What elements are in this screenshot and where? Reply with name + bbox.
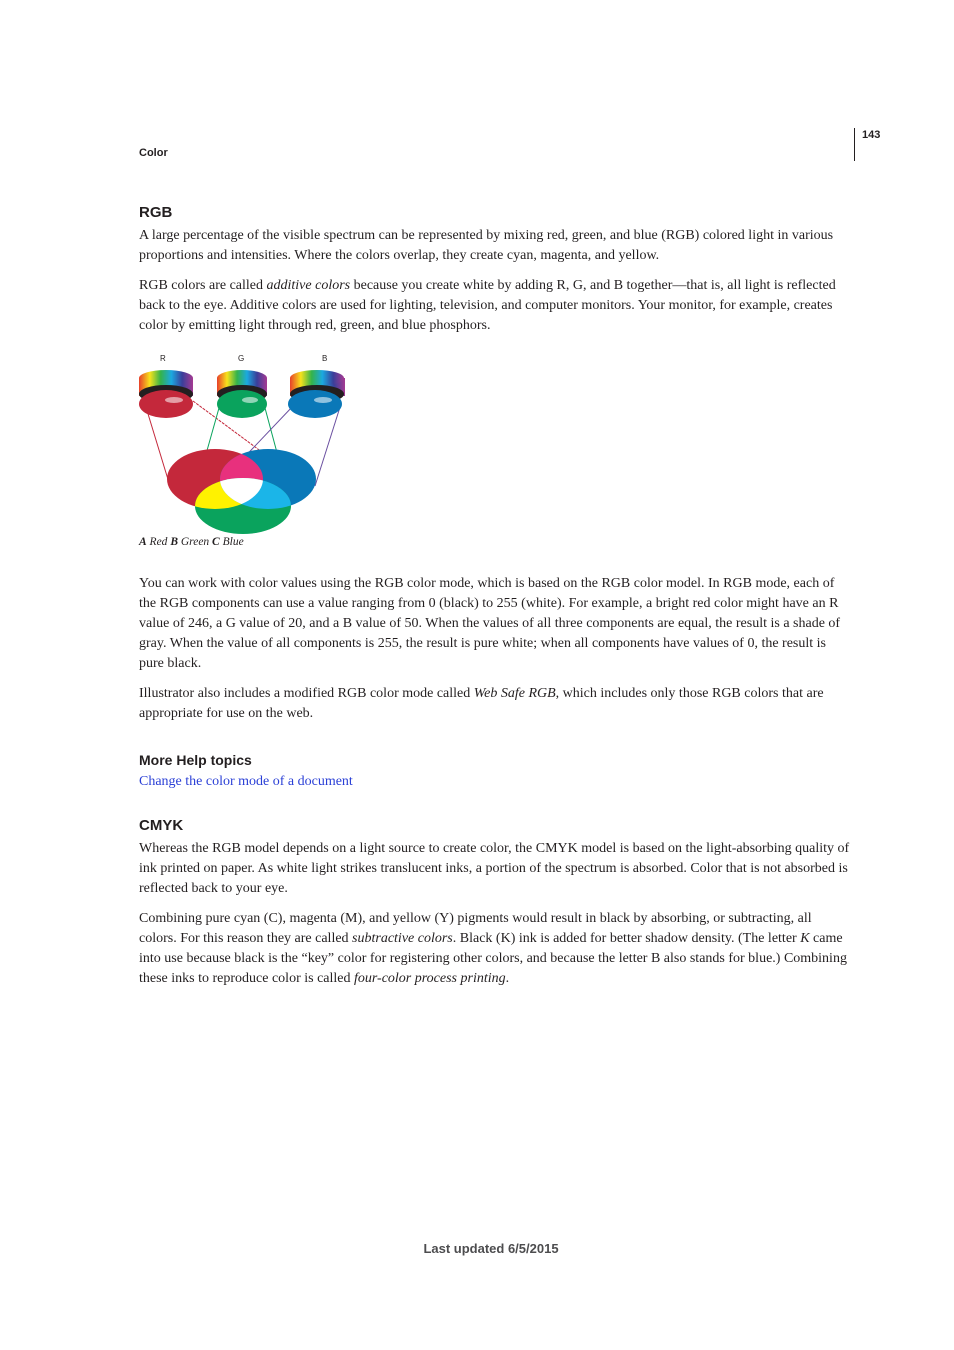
rgb-additive-diagram [135,346,355,541]
cmyk-heading: CMYK [139,817,184,834]
blue-lamp [288,370,345,418]
cmyk-paragraph-1: Whereas the RGB model depends on a light source to create color, the CMYK model is based on the light-absorbing quality of ink printed on paper. As white light strikes translucent inks, a portion of the spectrum is absorbed. Color that is not absorbed is reflected back to your eye. [139,841,850,896]
chapter-title: Color [139,147,168,159]
more-help-heading: More Help topics [139,752,252,768]
rgb-paragraph-2: RGB colors are called additive colors because you create white by adding R, G, and B together—that is, all light is reflected back to the eye. Additive colors are used for lighting, television, and computer monitors. Your monitor, for example, creates color by emitting light through red, green, and blue phosphors. [139,278,836,333]
page-number: 143 [862,129,881,141]
label-b: B [322,354,328,363]
label-r: R [160,354,166,363]
last-updated-footer: Last updated 6/5/2015 [423,1241,559,1256]
cmyk-paragraph-2: Combining pure cyan (C), magenta (M), and yellow (Y) pigments would result in black by absorbing, or subtracting, all colors. For this reason they are called subtractive colors. Black (K) ink is added for better shadow density. (The letter K came into use because black is the “key” color for registering other colors, and because the letter B also stands for blue.) Combining these inks to reproduce color is called four-color process printing. [139,911,847,986]
header-rule [854,128,855,161]
figure-caption: A Red B Green C Blue [139,536,244,548]
rgb-paragraph-4: Illustrator also includes a modified RGB color mode called Web Safe RGB, which includes only those RGB colors that are appropriate for use on the web. [139,686,824,721]
label-g: G [238,354,245,363]
red-lamp [139,370,193,418]
rgb-heading: RGB [139,204,173,221]
change-color-mode-link[interactable]: Change the color mode of a document [139,774,353,789]
rgb-paragraph-1: A large percentage of the visible spectrum can be represented by mixing red, green, and blue (RGB) colored light in various proportions and intensities. Where the colors overlap, they create cyan, magenta, and yellow. [139,228,834,263]
green-lamp [217,370,267,418]
rgb-paragraph-3: You can work with color values using the RGB color mode, which is based on the RGB color model. In RGB mode, each of the RGB components can use a value ranging from 0 (black) to 255 (white). For example, a bright red color might have an R value of 246, a G value of 20, and a B value of 50. When the values of all three components are equal, the result is a shade of gray. When the value of all components is 255, the result is pure white; when all components have values of 0, the result is pure black. [139,576,841,671]
